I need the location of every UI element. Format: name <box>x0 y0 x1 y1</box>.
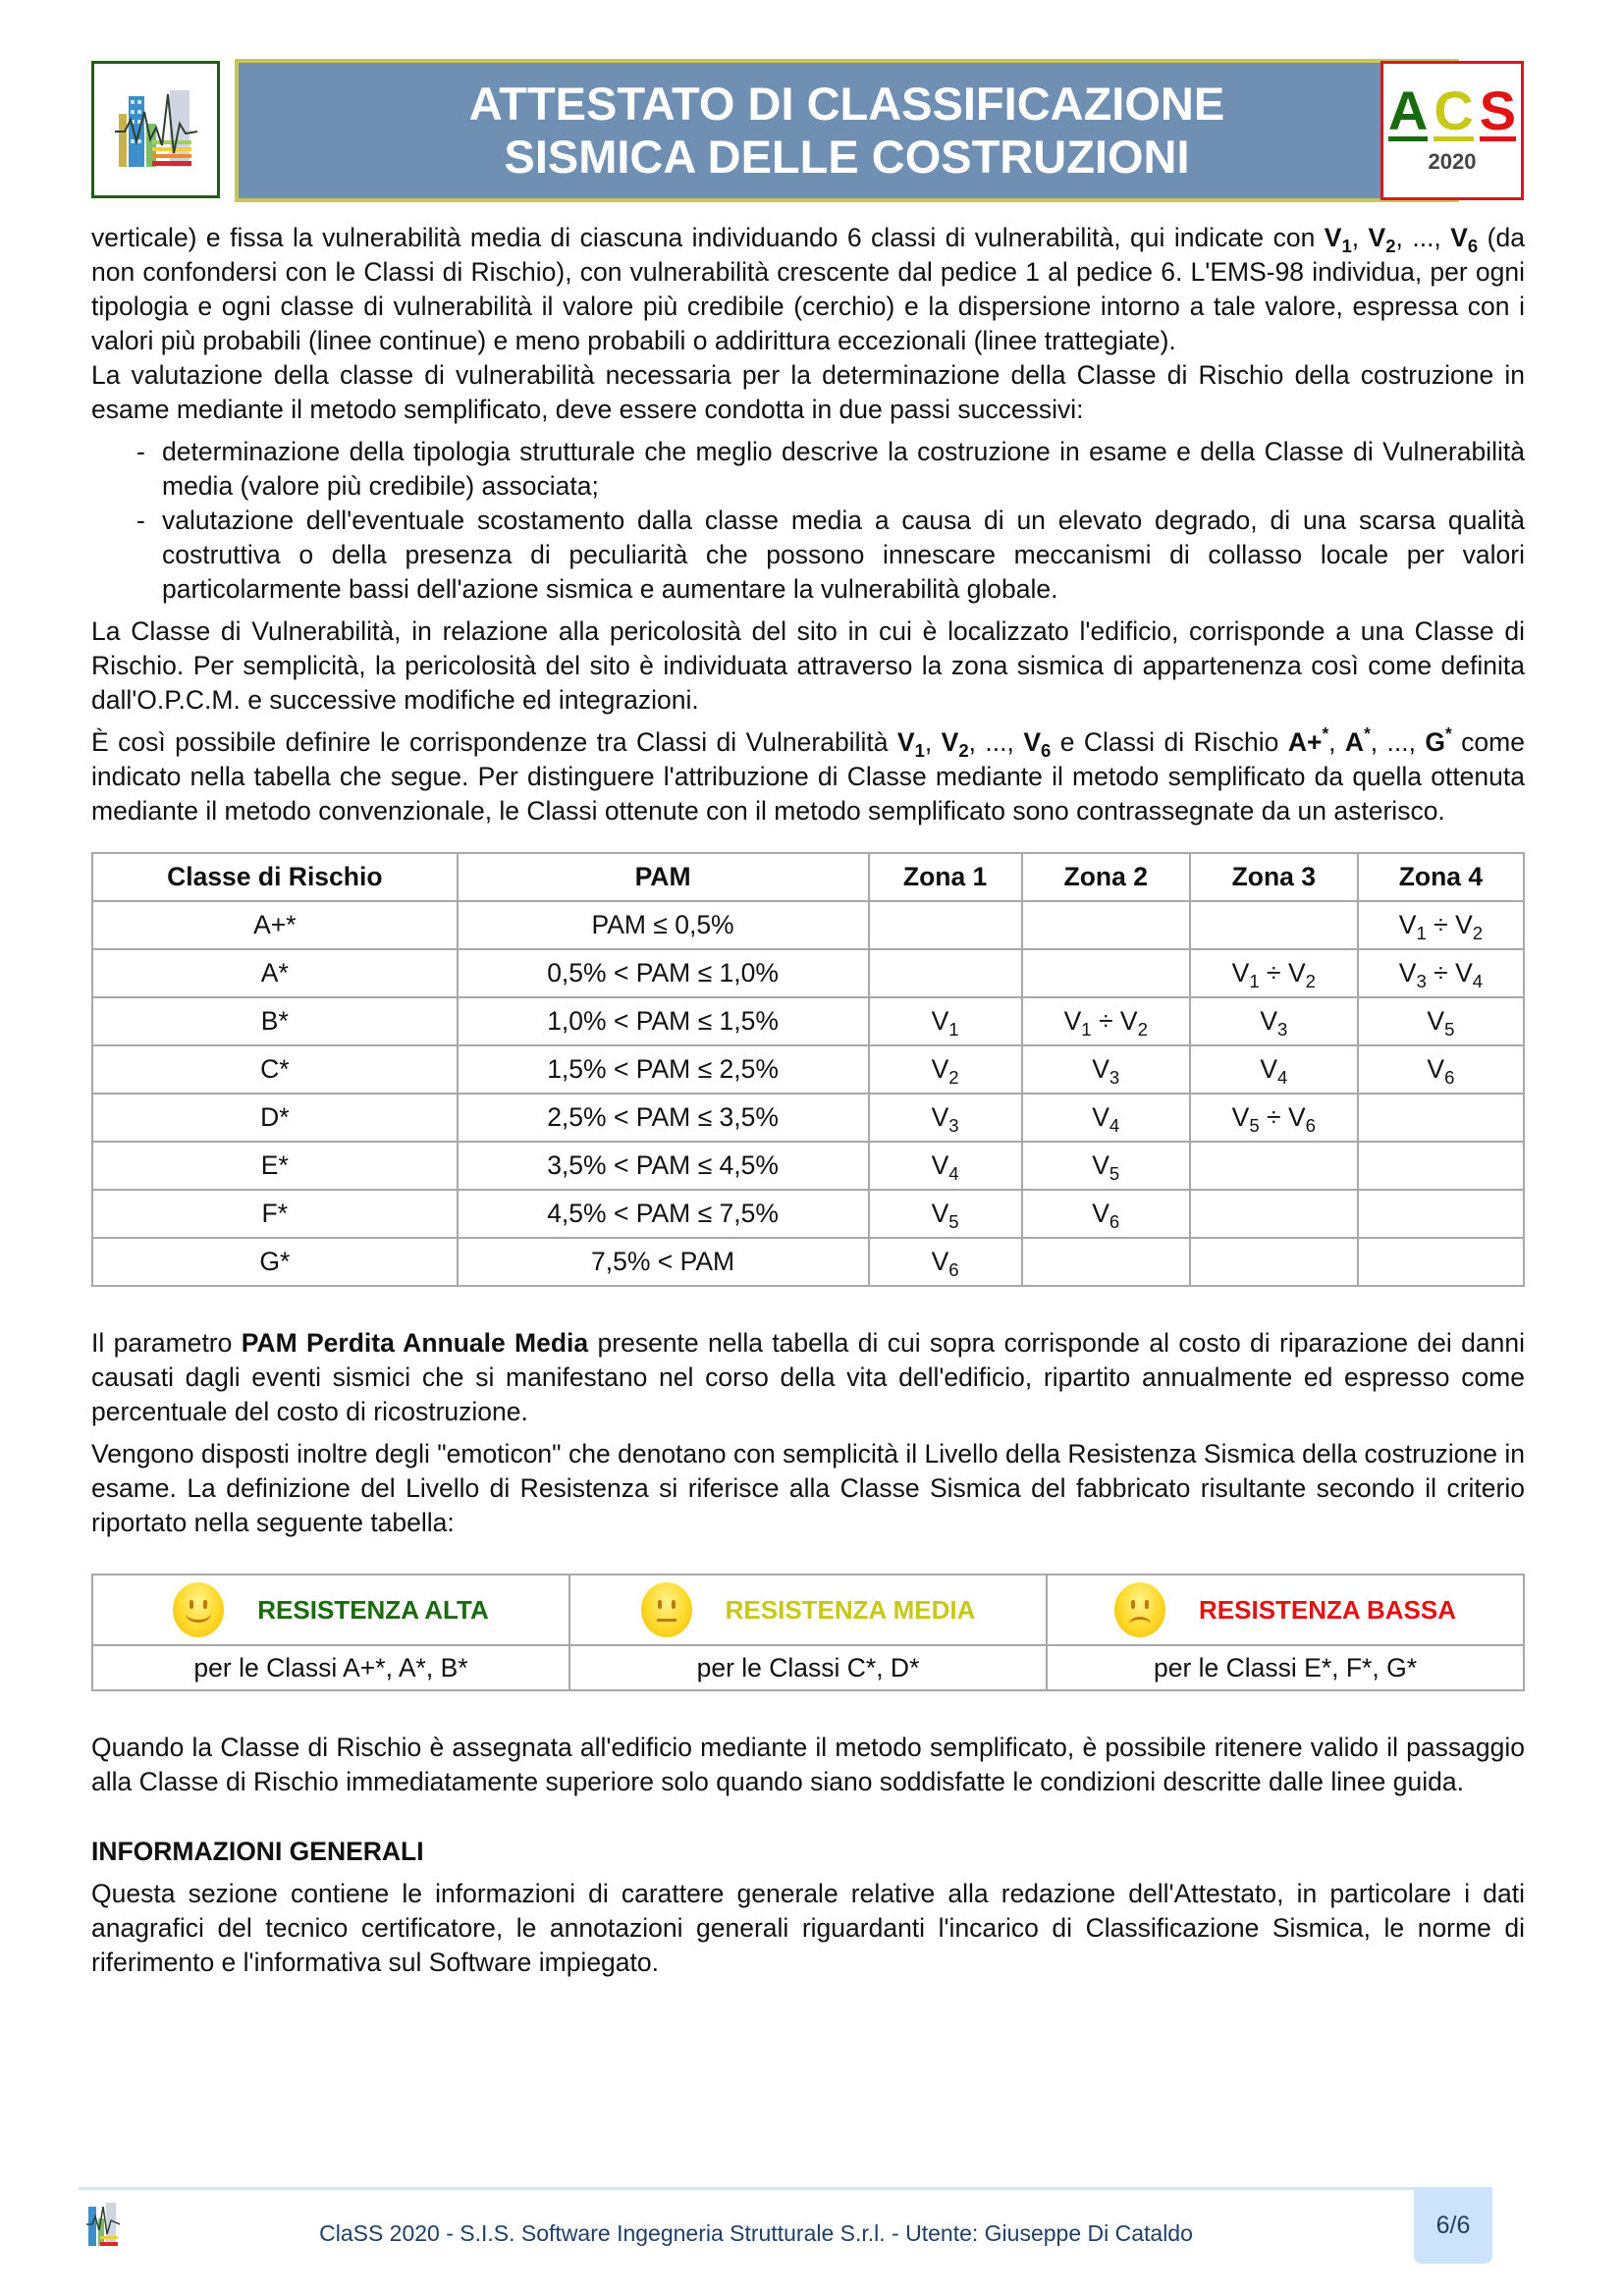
paragraph-site-hazard: La Classe di Vulnerabilità, in relazione alla pericolosità del sito in cui è localizzato l'edificio, corrisponde a una Classe di Rischio. Per semplicità, la pericolosità del sito è individuata attraverso la zona sismica di appartenenza così come definita dall'O.P.C.M. e successive modifiche ed integrazioni. <box>91 616 1525 715</box>
evaluation-steps-list <box>91 435 1525 607</box>
smiley-neutral-icon <box>641 1582 692 1637</box>
page-header <box>91 59 1525 202</box>
resistance-media-label: RESISTENZA MEDIA <box>725 1594 976 1625</box>
paragraph-class-upgrade: Quando la Classe di Rischio è assegnata all'edificio mediante il metodo semplificato, è possibile ritenere valido il passaggio alla Classe di Rischio immediatamente superiore solo quando siano soddisfatte le condizioni descritte dalle linee guida. <box>91 1733 1525 1796</box>
cell-zona-2 <box>1022 901 1190 949</box>
resistance-level-row <box>92 1575 1524 1645</box>
cell-zona-2: $V_1 \div V_2$ <box>1022 997 1190 1045</box>
table-row <box>92 901 1524 949</box>
acs-year: 2020 <box>1428 149 1477 174</box>
paragraph-general-info: Questa sezione contiene le informazioni di carattere generale relative alla redazione dell'Attestato, in particolare i dati anagrafici del tecnico certificatore, le annotazioni generali riguardanti l'incarico di Classificazione Sismica, le norme di riferimento e l'informativa sul Software impiegato. <box>91 1879 1525 1977</box>
resistance-bassa-classes: per le Classi E*, F*, G* <box>1047 1645 1524 1690</box>
acs-badge <box>1380 61 1524 200</box>
app-logo <box>91 61 220 198</box>
cell-zona-1: $V_5$ <box>869 1190 1022 1238</box>
document-title-banner <box>235 59 1459 202</box>
table-row <box>92 1094 1524 1142</box>
cell-classe: F* <box>92 1190 458 1238</box>
cell-classe: G* <box>92 1238 458 1286</box>
acs-letters <box>1383 80 1521 141</box>
resistance-alta-cell <box>92 1575 569 1645</box>
paragraph-vulnerability-classes: verticale) e fissa la vulnerabilità media di ciascuna individuando 6 classi di vulnerabilità, qui indicate con $V_1$, $V_2$, ..., $V_6$ (da non confondersi con le Classi di Rischio), con vulnerabilità crescente dal pedice 1 al pedice 6. L'EMS-98 individua, per ogni tipologia e ogni classe di vulnerabilità il valore più credibile (cerchio) e la dispersione intorno a tale valore, espressa con i valori più probabili (linee continue) e meno probabili o addirittura eccezionali (linee trattegiate). <box>91 223 1525 355</box>
cell-pam: PAM ≤ 0,5% <box>458 901 869 949</box>
cell-zona-2 <box>1022 1238 1190 1286</box>
resistance-classes-row <box>92 1645 1524 1690</box>
cell-zona-2 <box>1022 949 1190 997</box>
col-header-classe: Classe di Rischio <box>92 853 458 901</box>
table-row <box>92 1045 1524 1094</box>
cell-classe: A+* <box>92 901 458 949</box>
paragraph-emoticon: Vengono disposti inoltre degli "emoticon" che denotano con semplicità il Livello della Resistenza Sismica della costruzione in esame. La definizione del Livello di Resistenza si riferisce alla Classe Sismica del fabbricato risultante secondo il criterio riportato nella seguente tabella: <box>91 1439 1525 1537</box>
cell-pam: 4,5% < PAM ≤ 7,5% <box>458 1190 869 1238</box>
cell-classe: C* <box>92 1045 458 1094</box>
cell-zona-4 <box>1358 1094 1524 1142</box>
resistance-bassa-label: RESISTENZA BASSA <box>1199 1594 1456 1625</box>
cell-zona-2: $V_6$ <box>1022 1190 1190 1238</box>
list-item: - valutazione dell'eventuale scostamento dalla classe media a causa di un elevato degrado, di una scarsa qualità costruttiva o della presenza di peculiarità che possono innescare meccanismi di collasso locale per valori particolarmente bassi dell'azione sismica e aumentare la vulnerabilità globale. <box>162 504 1525 607</box>
table-row <box>92 997 1524 1045</box>
cell-zona-4 <box>1358 1238 1524 1286</box>
cell-zona-3: $V_3$ <box>1190 997 1358 1045</box>
col-header-zona2: Zona 2 <box>1022 853 1190 901</box>
resistance-media-cell <box>569 1575 1047 1645</box>
risk-table-body <box>92 901 1524 1286</box>
cell-zona-3: $V_1 \div V_2$ <box>1190 949 1358 997</box>
cell-pam: 3,5% < PAM ≤ 4,5% <box>458 1142 869 1190</box>
table-row <box>92 1142 1524 1190</box>
cell-pam: 2,5% < PAM ≤ 3,5% <box>458 1094 869 1142</box>
cell-zona-4: $V_5$ <box>1358 997 1524 1045</box>
footer-divider <box>79 2187 1492 2190</box>
cell-zona-4: $V_1 \div V_2$ <box>1358 901 1524 949</box>
cell-pam: 1,5% < PAM ≤ 2,5% <box>458 1045 869 1094</box>
paragraph-evaluation-steps: La valutazione della classe di vulnerabilità necessaria per la determinazione della Classe di Rischio della costruzione in esame mediante il metodo semplificato, deve essere condotta in due passi successivi: <box>91 360 1525 424</box>
table-row <box>92 1238 1524 1286</box>
acs-letter-c: C <box>1434 80 1474 141</box>
cell-pam: 7,5% < PAM <box>458 1238 869 1286</box>
cell-pam: 1,0% < PAM ≤ 1,5% <box>458 997 869 1045</box>
resistance-alta-label: RESISTENZA ALTA <box>257 1594 489 1625</box>
cell-zona-3: $V_5 \div V_6$ <box>1190 1094 1358 1142</box>
resistance-alta-classes: per le Classi A+*, A*, B* <box>92 1645 569 1690</box>
title-line-1: ATTESTATO DI CLASSIFICAZIONE <box>468 78 1225 130</box>
cell-zona-3 <box>1190 1238 1358 1286</box>
cell-zona-1: $V_4$ <box>869 1142 1022 1190</box>
cell-classe: E* <box>92 1142 458 1190</box>
cell-zona-1 <box>869 949 1022 997</box>
document-body <box>91 221 1525 1980</box>
cell-zona-2: $V_3$ <box>1022 1045 1190 1094</box>
col-header-pam: PAM <box>458 853 869 901</box>
cell-classe: D* <box>92 1094 458 1142</box>
risk-class-table <box>91 852 1525 1287</box>
acs-letter-a: A <box>1387 80 1429 141</box>
footer-text: ClaSS 2020 - S.I.S. Software Ingegneria Strutturale S.r.l. - Utente: Giuseppe Di Cataldo <box>319 2220 1193 2246</box>
cell-zona-4: $V_6$ <box>1358 1045 1524 1094</box>
cell-zona-3: $V_4$ <box>1190 1045 1358 1094</box>
cell-zona-4: $V_3 \div V_4$ <box>1358 949 1524 997</box>
paragraph-pam-definition: Il parametro PAM Perdita Annuale Media presente nella tabella di cui sopra corrisponde al costo di riparazione dei danni causati dagli eventi sismici che si manifestano nel corso della vita dell'edificio, ripartito annualmente ed espresso come percentuale del costo di ricostruzione. <box>91 1328 1525 1426</box>
cell-zona-1 <box>869 901 1022 949</box>
smiley-happy-icon <box>173 1582 224 1637</box>
table-header-row <box>92 853 1524 901</box>
col-header-zona1: Zona 1 <box>869 853 1022 901</box>
cell-pam: 0,5% < PAM ≤ 1,0% <box>458 949 869 997</box>
cell-classe: B* <box>92 997 458 1045</box>
cell-zona-3 <box>1190 1142 1358 1190</box>
col-header-zona3: Zona 3 <box>1190 853 1358 901</box>
cell-zona-2: $V_5$ <box>1022 1142 1190 1190</box>
section-title-informazioni-generali: INFORMAZIONI GENERALI <box>91 1837 424 1866</box>
cell-zona-3 <box>1190 901 1358 949</box>
cell-zona-1: $V_6$ <box>869 1238 1022 1286</box>
table-row <box>92 949 1524 997</box>
table-row <box>92 1190 1524 1238</box>
resistance-level-table <box>91 1574 1525 1691</box>
cell-zona-4 <box>1358 1190 1524 1238</box>
cell-classe: A* <box>92 949 458 997</box>
page-footer <box>79 2187 1512 2266</box>
cell-zona-1: $V_2$ <box>869 1045 1022 1094</box>
cell-zona-1: $V_1$ <box>869 997 1022 1045</box>
cell-zona-1: $V_3$ <box>869 1094 1022 1142</box>
cell-zona-4 <box>1358 1142 1524 1190</box>
building-seismograph-logo-icon <box>115 84 197 175</box>
col-header-zona4: Zona 4 <box>1358 853 1524 901</box>
acs-letter-s: S <box>1479 80 1517 141</box>
resistance-bassa-cell <box>1047 1575 1524 1645</box>
cell-zona-3 <box>1190 1190 1358 1238</box>
smiley-sad-icon <box>1114 1582 1165 1637</box>
list-item: - determinazione della tipologia strutturale che meglio descrive la costruzione in esame e della Classe di Vulnerabilità media (valore più credibile) associata; <box>162 435 1525 504</box>
title-line-2: SISMICA DELLE COSTRUZIONI <box>504 131 1190 183</box>
paragraph-correspondence: È così possibile definire le corrispondenze tra Classi di Vulnerabilità $V_1$, $V_2$, ..., $V_6$ e Classi di Rischio A+*, A*, ..., G* come indicato nella tabella che segue. Per distinguere l'attribuzione di Classe mediante il metodo semplificato da quella ottenuta mediante il metodo convenzionale, le Classi ottenute con il metodo semplificato sono contrassegnate da un asterisco. <box>91 723 1525 826</box>
cell-zona-2: $V_4$ <box>1022 1094 1190 1142</box>
page-number-badge: 6/6 <box>1414 2187 1492 2264</box>
resistance-media-classes: per le Classi C*, D* <box>569 1645 1047 1690</box>
